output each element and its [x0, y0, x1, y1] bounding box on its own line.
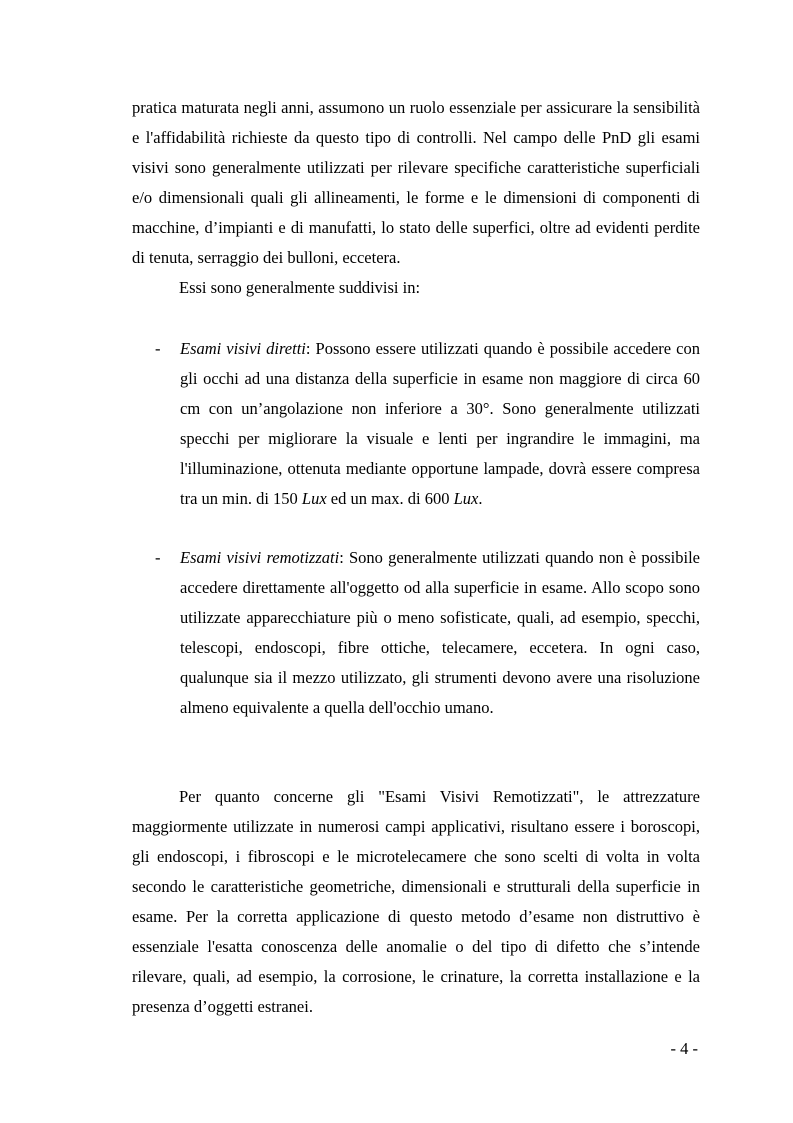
list-term: Esami visivi remotizzati	[180, 548, 340, 567]
list-text: : Possono essere utilizzati quando è possibile accedere con gli occhi ad una distanza della superficie in esame non maggiore di circa 60 cm con un’angolazione non inferiore a 30°. Sono generalmente utilizzati specchi per migliorare la visuale e lenti per ingrandire le immagini, ma l'illuminazione, ottenuta mediante opportune lampade, dovrà essere compresa tra un min. di 150	[180, 339, 700, 508]
list-item-remote-exams	[155, 543, 700, 723]
unit-lux: Lux	[301, 489, 327, 508]
list-text: : Sono generalmente utilizzati quando non è possibile accedere direttamente all'oggetto od alla superficie in esame. Allo scopo sono utilizzate apparecchiature più o meno sofisticate, quali, ad esempio, specchi, telescopi, endoscopi, fibre ottiche, telecamere, eccetera. In ogni caso, qualunque sia il mezzo utilizzato, gli strumenti devono avere una risoluzione almeno equivalente a quella dell'occhio umano.	[180, 548, 700, 717]
list-item-direct-exams	[155, 334, 700, 514]
list-bullet: -	[155, 548, 161, 567]
list-item-body	[180, 543, 700, 723]
page-number: - 4 -	[670, 1039, 698, 1058]
unit-lux: Lux	[453, 489, 479, 508]
paragraph-intro-continuation: pratica maturata negli anni, assumono un ruolo essenziale per assicurare la sensibilità e l'affidabilità richieste da questo tipo di controlli. Nel campo delle PnD gli esami visivi sono generalmente utilizzati per rilevare specifiche caratteristiche superficiali e/o dimensionali quali gli allineamenti, le forme e le dimensioni di componenti di macchine, d’impianti e di manufatti, lo stato delle superfici, oltre ad evidenti perdite di tenuta, serraggio dei bulloni, eccetera.	[132, 98, 700, 267]
list-bullet: -	[155, 339, 161, 358]
list-term: Esami visivi diretti	[180, 339, 306, 358]
list-item-body	[180, 334, 700, 514]
paragraph-list-intro: Essi sono generalmente suddivisi in:	[179, 278, 421, 297]
paragraph-remote-equipment: Per quanto concerne gli "Esami Visivi Remotizzati", le attrezzature maggiormente utilizzate in numerosi campi applicativi, risultano essere i boroscopi, gli endoscopi, i fibroscopi e le microtelecamere che sono scelti di volta in volta secondo le caratteristiche geometriche, dimensionali e strutturali della superficie in esame. Per la corretta applicazione di questo metodo d’esame non distruttivo è essenziale l'esatta conoscenza delle anomalie o del tipo di difetto che s’intende rilevare, quali, ad esempio, la corrosione, le crinature, la corretta installazione e la presenza d’oggetti estranei.	[132, 787, 700, 1016]
list-text: ed un max. di 600	[326, 489, 454, 508]
list-text: .	[478, 489, 483, 508]
